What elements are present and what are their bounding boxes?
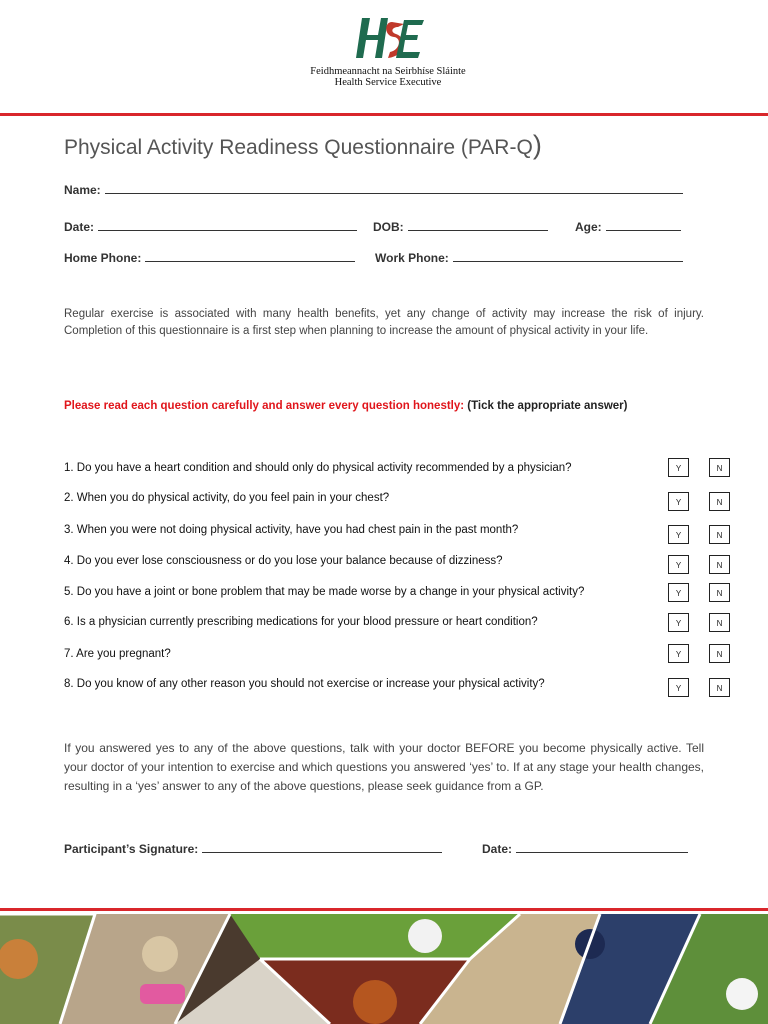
question-2: 2. When you do physical activity, do you feel pain in your chest? <box>64 492 390 504</box>
question-8: 8. Do you know of any other reason you should not exercise or increase your physical activity? <box>64 678 545 690</box>
title-text: Physical Activity Readiness Questionnaire (PAR-Q <box>64 136 533 159</box>
work-phone-field[interactable] <box>375 249 683 265</box>
question-6: 6. Is a physician currently prescribing medications for your blood pressure or heart condition? <box>64 616 538 628</box>
q3-no-box[interactable]: N <box>709 525 730 544</box>
age-field[interactable] <box>575 218 681 234</box>
q1-yes-box[interactable]: Y <box>668 458 689 477</box>
question-1: 1. Do you have a heart condition and should only do physical activity recommended by a physician? <box>64 462 572 474</box>
date-input-line[interactable] <box>98 218 357 231</box>
home-phone-input-line[interactable] <box>145 249 355 262</box>
org-name-english: Health Service Executive <box>334 77 442 88</box>
q7-yes-box[interactable]: Y <box>668 644 689 663</box>
age-label: Age: <box>575 220 602 234</box>
question-5: 5. Do you have a joint or bone problem that may be made worse by a change in your physical activity? <box>64 586 585 598</box>
q7-no-box[interactable]: N <box>709 644 730 663</box>
signature-field[interactable] <box>64 840 442 856</box>
instruction-black: (Tick the appropriate answer) <box>464 400 628 412</box>
date-label: Date: <box>64 220 95 234</box>
date-field[interactable] <box>64 218 357 234</box>
dob-field[interactable] <box>373 218 548 234</box>
work-phone-input-line[interactable] <box>453 249 683 262</box>
home-phone-field[interactable] <box>64 249 355 265</box>
q5-no-box[interactable]: N <box>709 583 730 602</box>
work-phone-label: Work Phone: <box>375 251 449 265</box>
signature-date-input-line[interactable] <box>516 840 688 853</box>
q6-no-box[interactable]: N <box>709 613 730 632</box>
question-7: 7. Are you pregnant? <box>64 648 171 660</box>
age-input-line[interactable] <box>606 218 681 231</box>
instruction-red: Please read each question carefully and answer every question honestly: <box>64 400 465 412</box>
home-phone-label: Home Phone: <box>64 251 142 265</box>
top-red-rule <box>0 113 768 116</box>
q2-yes-box[interactable]: Y <box>668 492 689 511</box>
q1-no-box[interactable]: N <box>709 458 730 477</box>
question-4: 4. Do you ever lose consciousness or do you lose your balance because of dizziness? <box>64 555 503 567</box>
signature-label: Participant’s Signature: <box>64 842 199 856</box>
q4-yes-box[interactable]: Y <box>668 555 689 574</box>
org-name-irish: Feidhmeannacht na Seirbhíse Sláinte <box>310 66 466 77</box>
q6-yes-box[interactable]: Y <box>668 613 689 632</box>
name-label: Name: <box>64 183 101 197</box>
q2-no-box[interactable]: N <box>709 492 730 511</box>
signature-date-label: Date: <box>482 842 513 856</box>
signature-input-line[interactable] <box>202 840 442 853</box>
q4-no-box[interactable]: N <box>709 555 730 574</box>
sports-collage-image <box>0 914 768 1024</box>
q8-no-box[interactable]: N <box>709 678 730 697</box>
name-field[interactable] <box>64 181 683 197</box>
instruction-line <box>64 400 627 412</box>
title-close-paren: ) <box>532 130 542 160</box>
page-title <box>64 130 542 161</box>
name-input-line[interactable] <box>105 181 683 194</box>
intro-paragraph: Regular exercise is associated with many health benefits, yet any change of activity may increase the risk of injury. Completion of this questionnaire is a first step when planning to increase the amount of physical activity in your life. <box>64 308 704 337</box>
dob-label: DOB: <box>373 220 404 234</box>
closing-paragraph: If you answered yes to any of the above questions, talk with your doctor BEFORE you become physically active. Tell your doctor of your intention to exercise and which questions you answered ‘yes’ to. If at any stage your health changes, resulting in a ‘yes’ answer to any of the above questions, please seek guidance from a GP. <box>64 741 704 793</box>
q8-yes-box[interactable]: Y <box>668 678 689 697</box>
q5-yes-box[interactable]: Y <box>668 583 689 602</box>
question-3: 3. When you were not doing physical activity, have you had chest pain in the past month? <box>64 524 519 536</box>
q3-yes-box[interactable]: Y <box>668 525 689 544</box>
hse-logo-mark <box>348 8 428 64</box>
hse-logo <box>308 8 468 98</box>
signature-date-field[interactable] <box>482 840 688 856</box>
bottom-red-rule <box>0 908 768 911</box>
dob-input-line[interactable] <box>408 218 548 231</box>
